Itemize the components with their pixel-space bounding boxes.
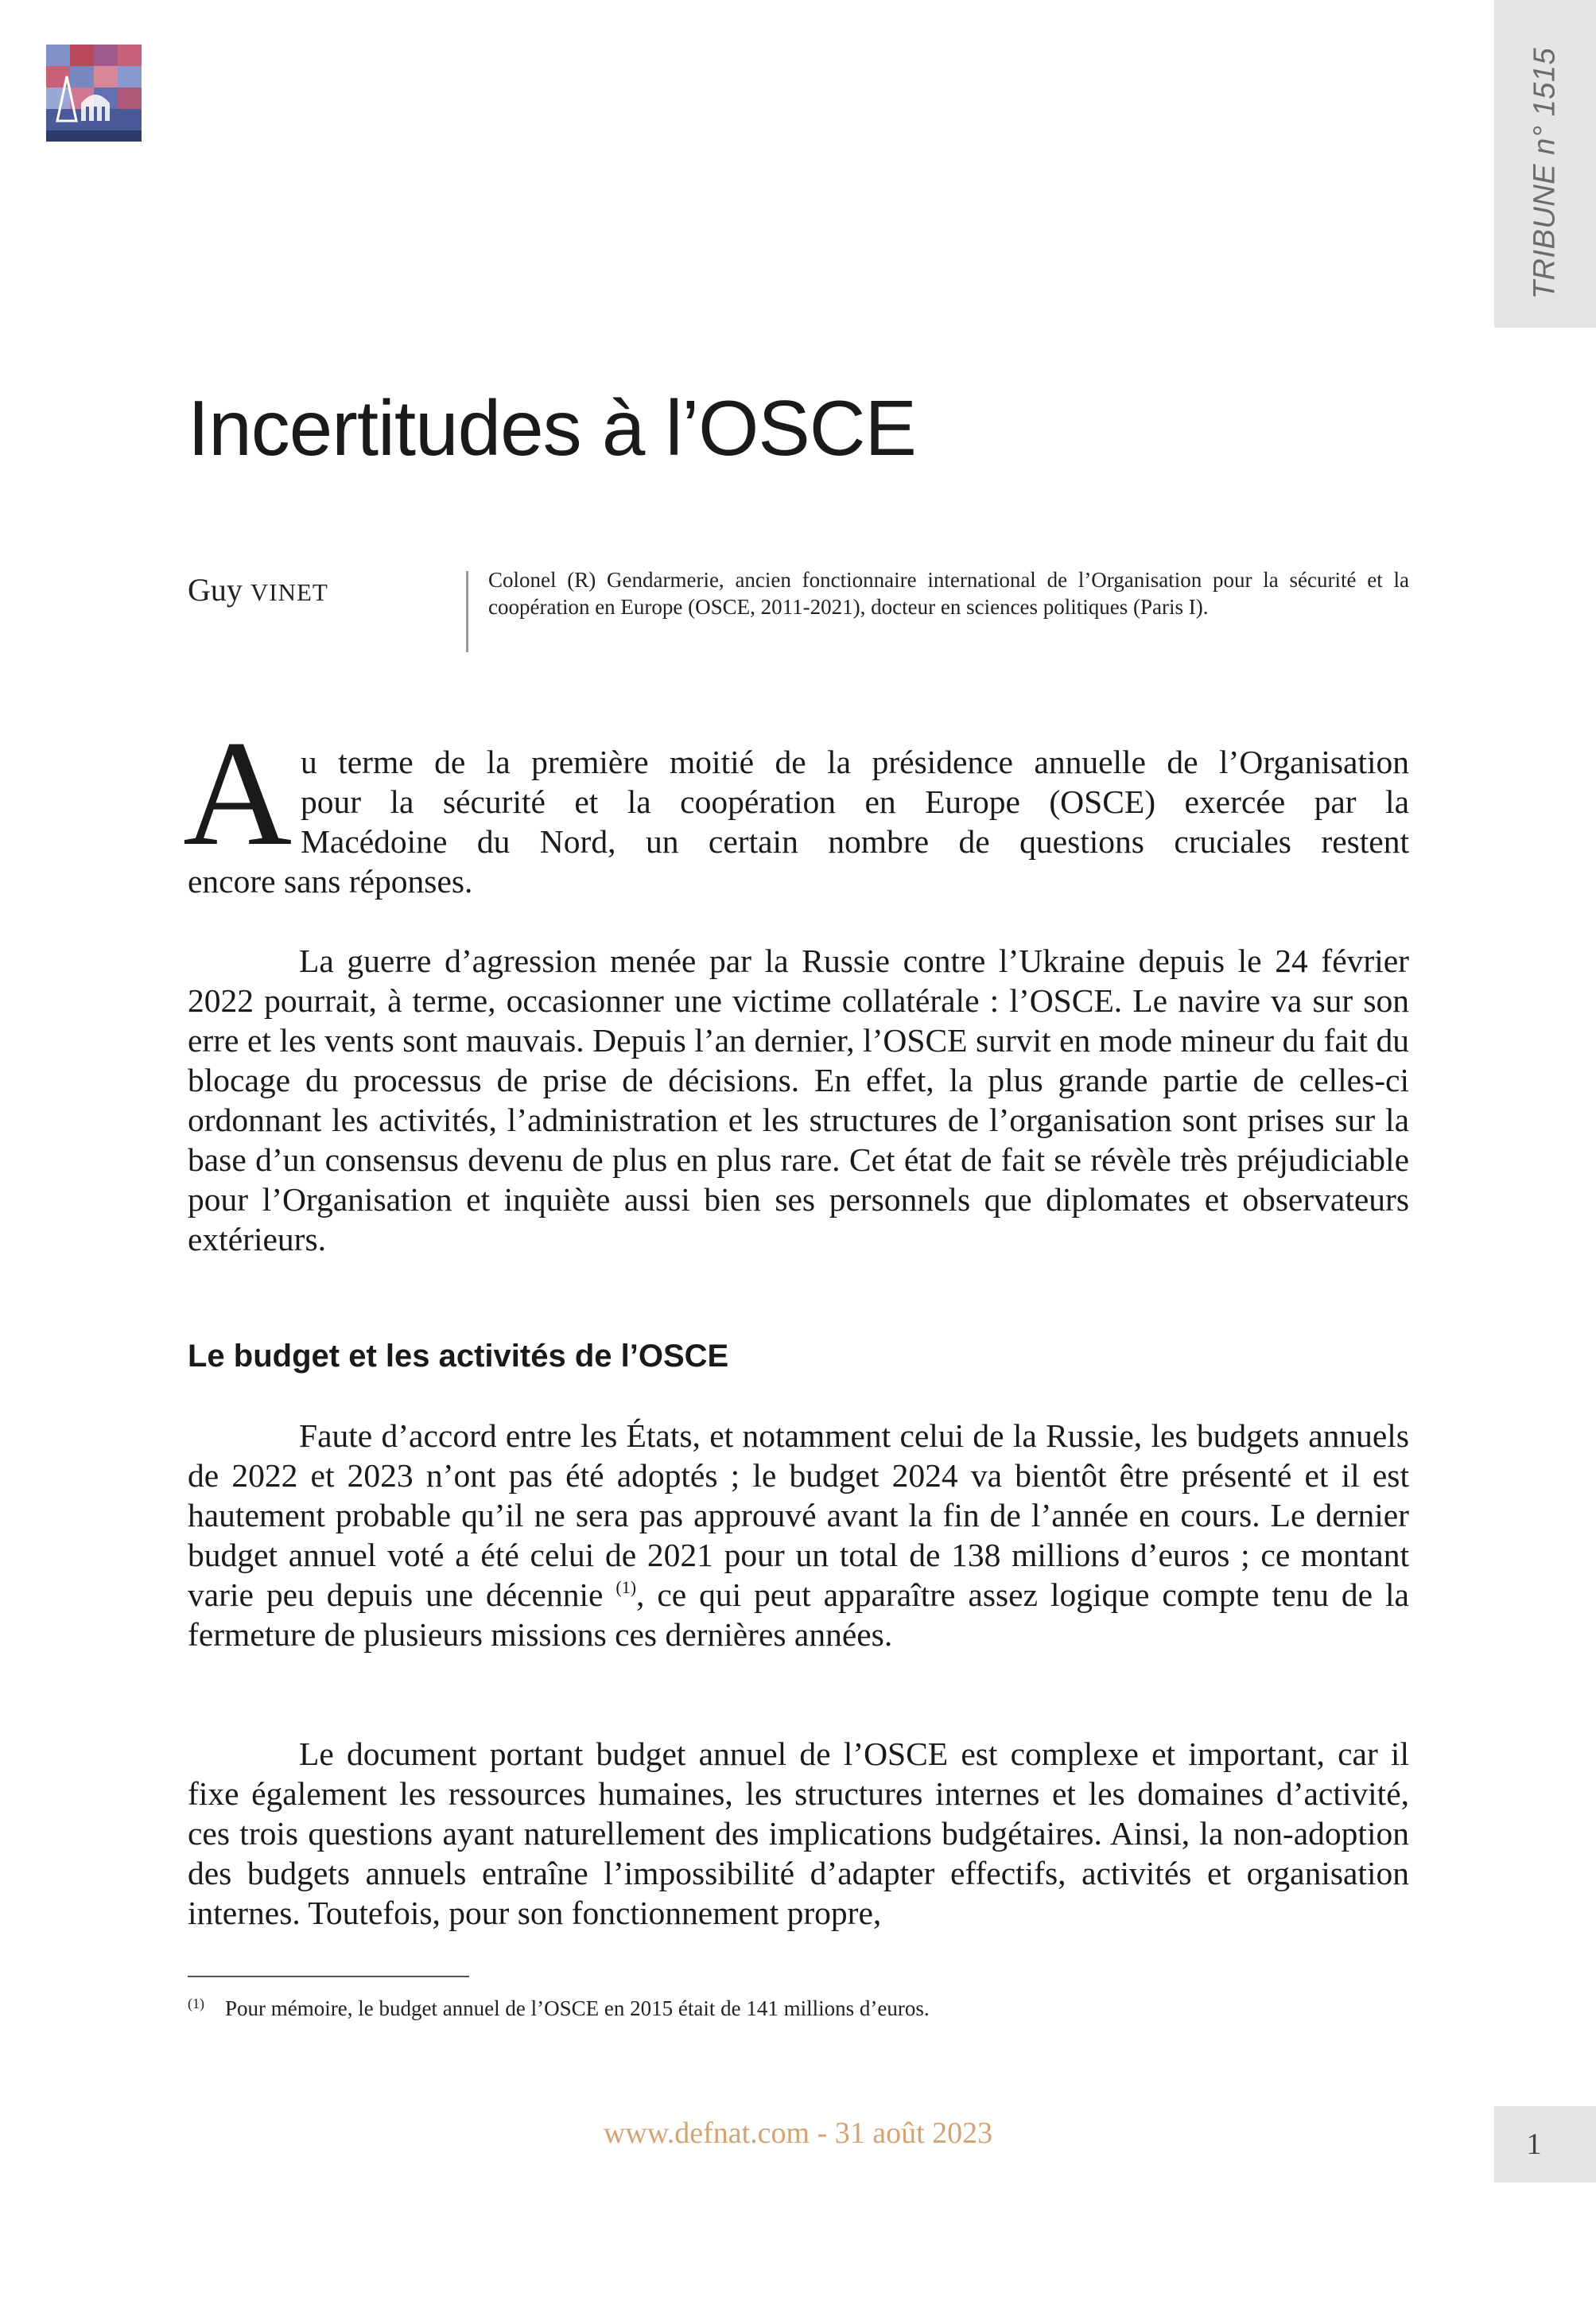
footnote-divider: [188, 1976, 469, 1977]
intro-line: pour la sécurité et la coopération en Europe (OSCE) exercée par la: [301, 783, 1409, 820]
body-paragraph: La guerre d’agression menée par la Russie contre l’Ukraine depuis le 24 février 2022 pourrait, à terme, occasionner une victime collatérale : l’OSCE. Le navire va sur son erre et les vents sont mauvais. Depuis l’an dernier, l’OSCE survit en mode mineur du fait du blocage du processus de prise de décisions. En effet, la plus grande partie de celles-ci ordonnant les activités, l’administration et les structures de l’organisation sont prises sur la base d’un consensus devenu de plus en plus rare. Cet état de fait se révèle très préjudiciable pour l’Organisation et inquiète aussi bien ses personnels que diplomates et observateurs extérieurs.: [188, 943, 1409, 1257]
page-number: 1: [1526, 2128, 1542, 2161]
author-divider: [466, 571, 468, 652]
body-paragraph: Le document portant budget annuel de l’OSCE est complexe et important, car il fixe également les ressources humaines, les structures internes et les domaines d’activité, ces trois questions ayant naturellement des implications budgétaires. Ainsi, la non-adoption des budgets annuels entraîne l’impossibilité d’adapter effectifs, activités et organisation internes. Toutefois, pour son fonctionnement propre,: [188, 1735, 1409, 1931]
logo-graphic: [46, 45, 142, 142]
section-heading: Le budget et les activités de l’OSCE: [188, 1339, 729, 1374]
intro-line: Macédoine du Nord, un certain nombre de questions cruciales restent: [301, 823, 1409, 860]
drop-cap: A: [183, 710, 293, 877]
footer-site-date[interactable]: www.defnat.com - 31 août 2023: [603, 2116, 993, 2150]
author-name: [188, 569, 328, 613]
journal-logo: [46, 45, 142, 142]
footnote: [188, 1990, 930, 2022]
intro-line: encore sans réponses.: [188, 863, 473, 900]
page-title: Incertitudes à l’OSCE: [188, 384, 916, 472]
author-first-name: Guy: [188, 572, 243, 608]
footnote-reference[interactable]: (1): [615, 1577, 637, 1597]
tribune-tab: [1494, 0, 1596, 328]
author-bio: Colonel (R) Gendarmerie, ancien fonctionnaire international de l’Organisation pour la sécurité et la coopération en Europe (OSCE, 2011-2021), docteur en sciences politiques (Paris I).: [488, 568, 1409, 619]
author-last-name: VINET: [250, 578, 328, 606]
footnote-number: (1): [188, 1996, 204, 2011]
page-number-tab: [1494, 2106, 1596, 2182]
body-paragraph: Faute d’accord entre les États, et notamment celui de la Russie, les budgets annuels de 2022 et 2023 n’ont pas été adoptés ; le budget 2024 va bientôt être présenté et il est hautement probable qu’il ne sera pas approuvé avant la fin de l’année en cours. Le dernier budget annuel voté a été celui de 2021 pour un total de 138 millions d’euros ; ce montant varie peu depuis une décennie $^{(1)}$, ce qui peut apparaître assez logique compte tenu de la fermeture de plusieurs missions ces dernières années.: [188, 1417, 1409, 1653]
intro-line: u terme de la première moitié de la présidence annuelle de l’Organisation: [301, 744, 1409, 780]
tribune-number: TRIBUNE n° 1515: [1528, 47, 1562, 300]
footnote-text: Pour mémoire, le budget annuel de l’OSCE en 2015 était de 141 millions d’euros.: [225, 1996, 930, 2020]
